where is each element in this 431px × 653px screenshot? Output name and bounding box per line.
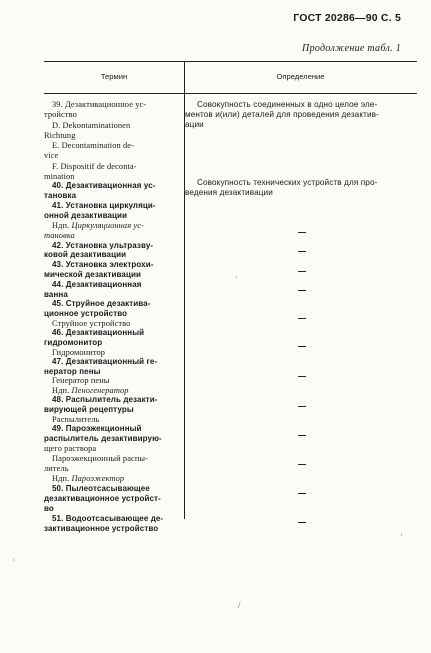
rejected-term: Пеногенератор (71, 386, 129, 395)
term-line: 46. Дезактивационный (52, 328, 145, 337)
table-top-rule (44, 61, 417, 62)
rejected-term: Пароэжектор (71, 474, 125, 483)
term-line: Richtung (44, 131, 76, 140)
definition-dash (298, 493, 306, 494)
term-line: 40. Дезактивационная ус- (52, 181, 156, 190)
term-line: тановка (44, 191, 77, 200)
definition-line: ведения дезактивации (185, 188, 273, 197)
term-line: Распылитель (52, 415, 100, 424)
term-line: мической дезактивации (44, 270, 142, 279)
definition-line: ментов и(или) деталей для проведения дезактив- (185, 110, 379, 119)
definition-dash (298, 346, 306, 347)
definition-dash (298, 290, 306, 291)
term-line: 48. Распылитель дезакти- (52, 395, 158, 404)
scan-mark: · (12, 555, 15, 565)
definition-dash (298, 406, 306, 407)
term-line: тановка (44, 231, 75, 240)
definition-dash (298, 522, 306, 523)
table-continuation-label: Продолжение табл. 1 (302, 43, 401, 54)
definition-dash (298, 232, 306, 233)
definition-dash (298, 464, 306, 465)
term-line: 42. Установка ультразву- (52, 241, 154, 250)
term-line: 39. Дезактивационное ус- (52, 100, 147, 109)
term-line: 49. Пароэжекционный (52, 424, 142, 433)
definition-line: Совокупность соединенных в одно целое эле- (197, 100, 378, 109)
table-header-rule (44, 93, 417, 94)
term-line: Пароэжекционный распы- (52, 454, 149, 463)
table-column-divider (184, 61, 185, 519)
scan-mark: / (238, 600, 241, 610)
scan-mark: · (400, 530, 403, 540)
term-line: 45. Струйное дезактива- (52, 299, 151, 308)
term-line: Ндп. Пароэжектор (52, 474, 125, 483)
document-code: ГОСТ 20286—90 С. 5 (293, 12, 401, 24)
term-line: Струйное устройство (52, 319, 131, 328)
term-line: тройство (44, 110, 77, 119)
term-line: онной дезактивации (44, 211, 128, 220)
term-line: F. Dispositif de deconta- (52, 162, 137, 171)
term-line: нератор пены (44, 367, 101, 376)
term-line: зактивационное устройство (44, 524, 159, 533)
term-line: vice (44, 151, 59, 160)
definition-dash (298, 271, 306, 272)
definition-dash (298, 318, 306, 319)
term-line: 41. Установка циркуляци- (52, 201, 156, 210)
term-line: литель (44, 464, 69, 473)
term-line: E. Decontamination de- (52, 141, 134, 150)
definition-dash (298, 251, 306, 252)
term-line: 43. Установка электрохи- (52, 260, 154, 269)
term-line: Ндп. Пеногенератор (52, 386, 129, 395)
term-line: Генератор пены (52, 376, 110, 385)
column-header-definitions: Определение (276, 72, 325, 81)
term-line: 50. Пылеотсасывающее (52, 484, 150, 493)
term-line: Ндп. Циркуляционная ус- (52, 221, 144, 230)
definition-dash (298, 435, 306, 436)
term-line: дезактивационное устройст- (44, 494, 161, 503)
definition-dash (298, 376, 306, 377)
term-line: 51. Водоотсасывающее де- (52, 514, 164, 523)
term-line: ванна (44, 290, 68, 299)
term-line: D. Dekontaminationen (52, 121, 131, 130)
term-line: ционное устройство (44, 309, 128, 318)
term-line: щего раствора (44, 444, 97, 453)
definition-line: ации (185, 120, 204, 129)
term-line: во (44, 504, 54, 513)
term-line: 44. Дезактивационная (52, 280, 142, 289)
term-line: Гидромонитор (52, 348, 106, 357)
term-line: mination (44, 172, 75, 181)
column-header-terms: Термин (100, 72, 128, 81)
term-line: вирующей рецептуры (44, 405, 134, 414)
term-line: ковой дезактивации (44, 250, 127, 259)
term-line: гидромонитор (44, 338, 103, 347)
definition-line: Совокупность технических устройств для про- (197, 178, 378, 187)
term-line: распылитель дезактивирую- (44, 434, 162, 443)
rejected-term: Циркуляционная ус- (71, 221, 144, 230)
scan-mark: · (235, 272, 238, 282)
term-line: 47. Дезактивационный ге- (52, 357, 158, 366)
